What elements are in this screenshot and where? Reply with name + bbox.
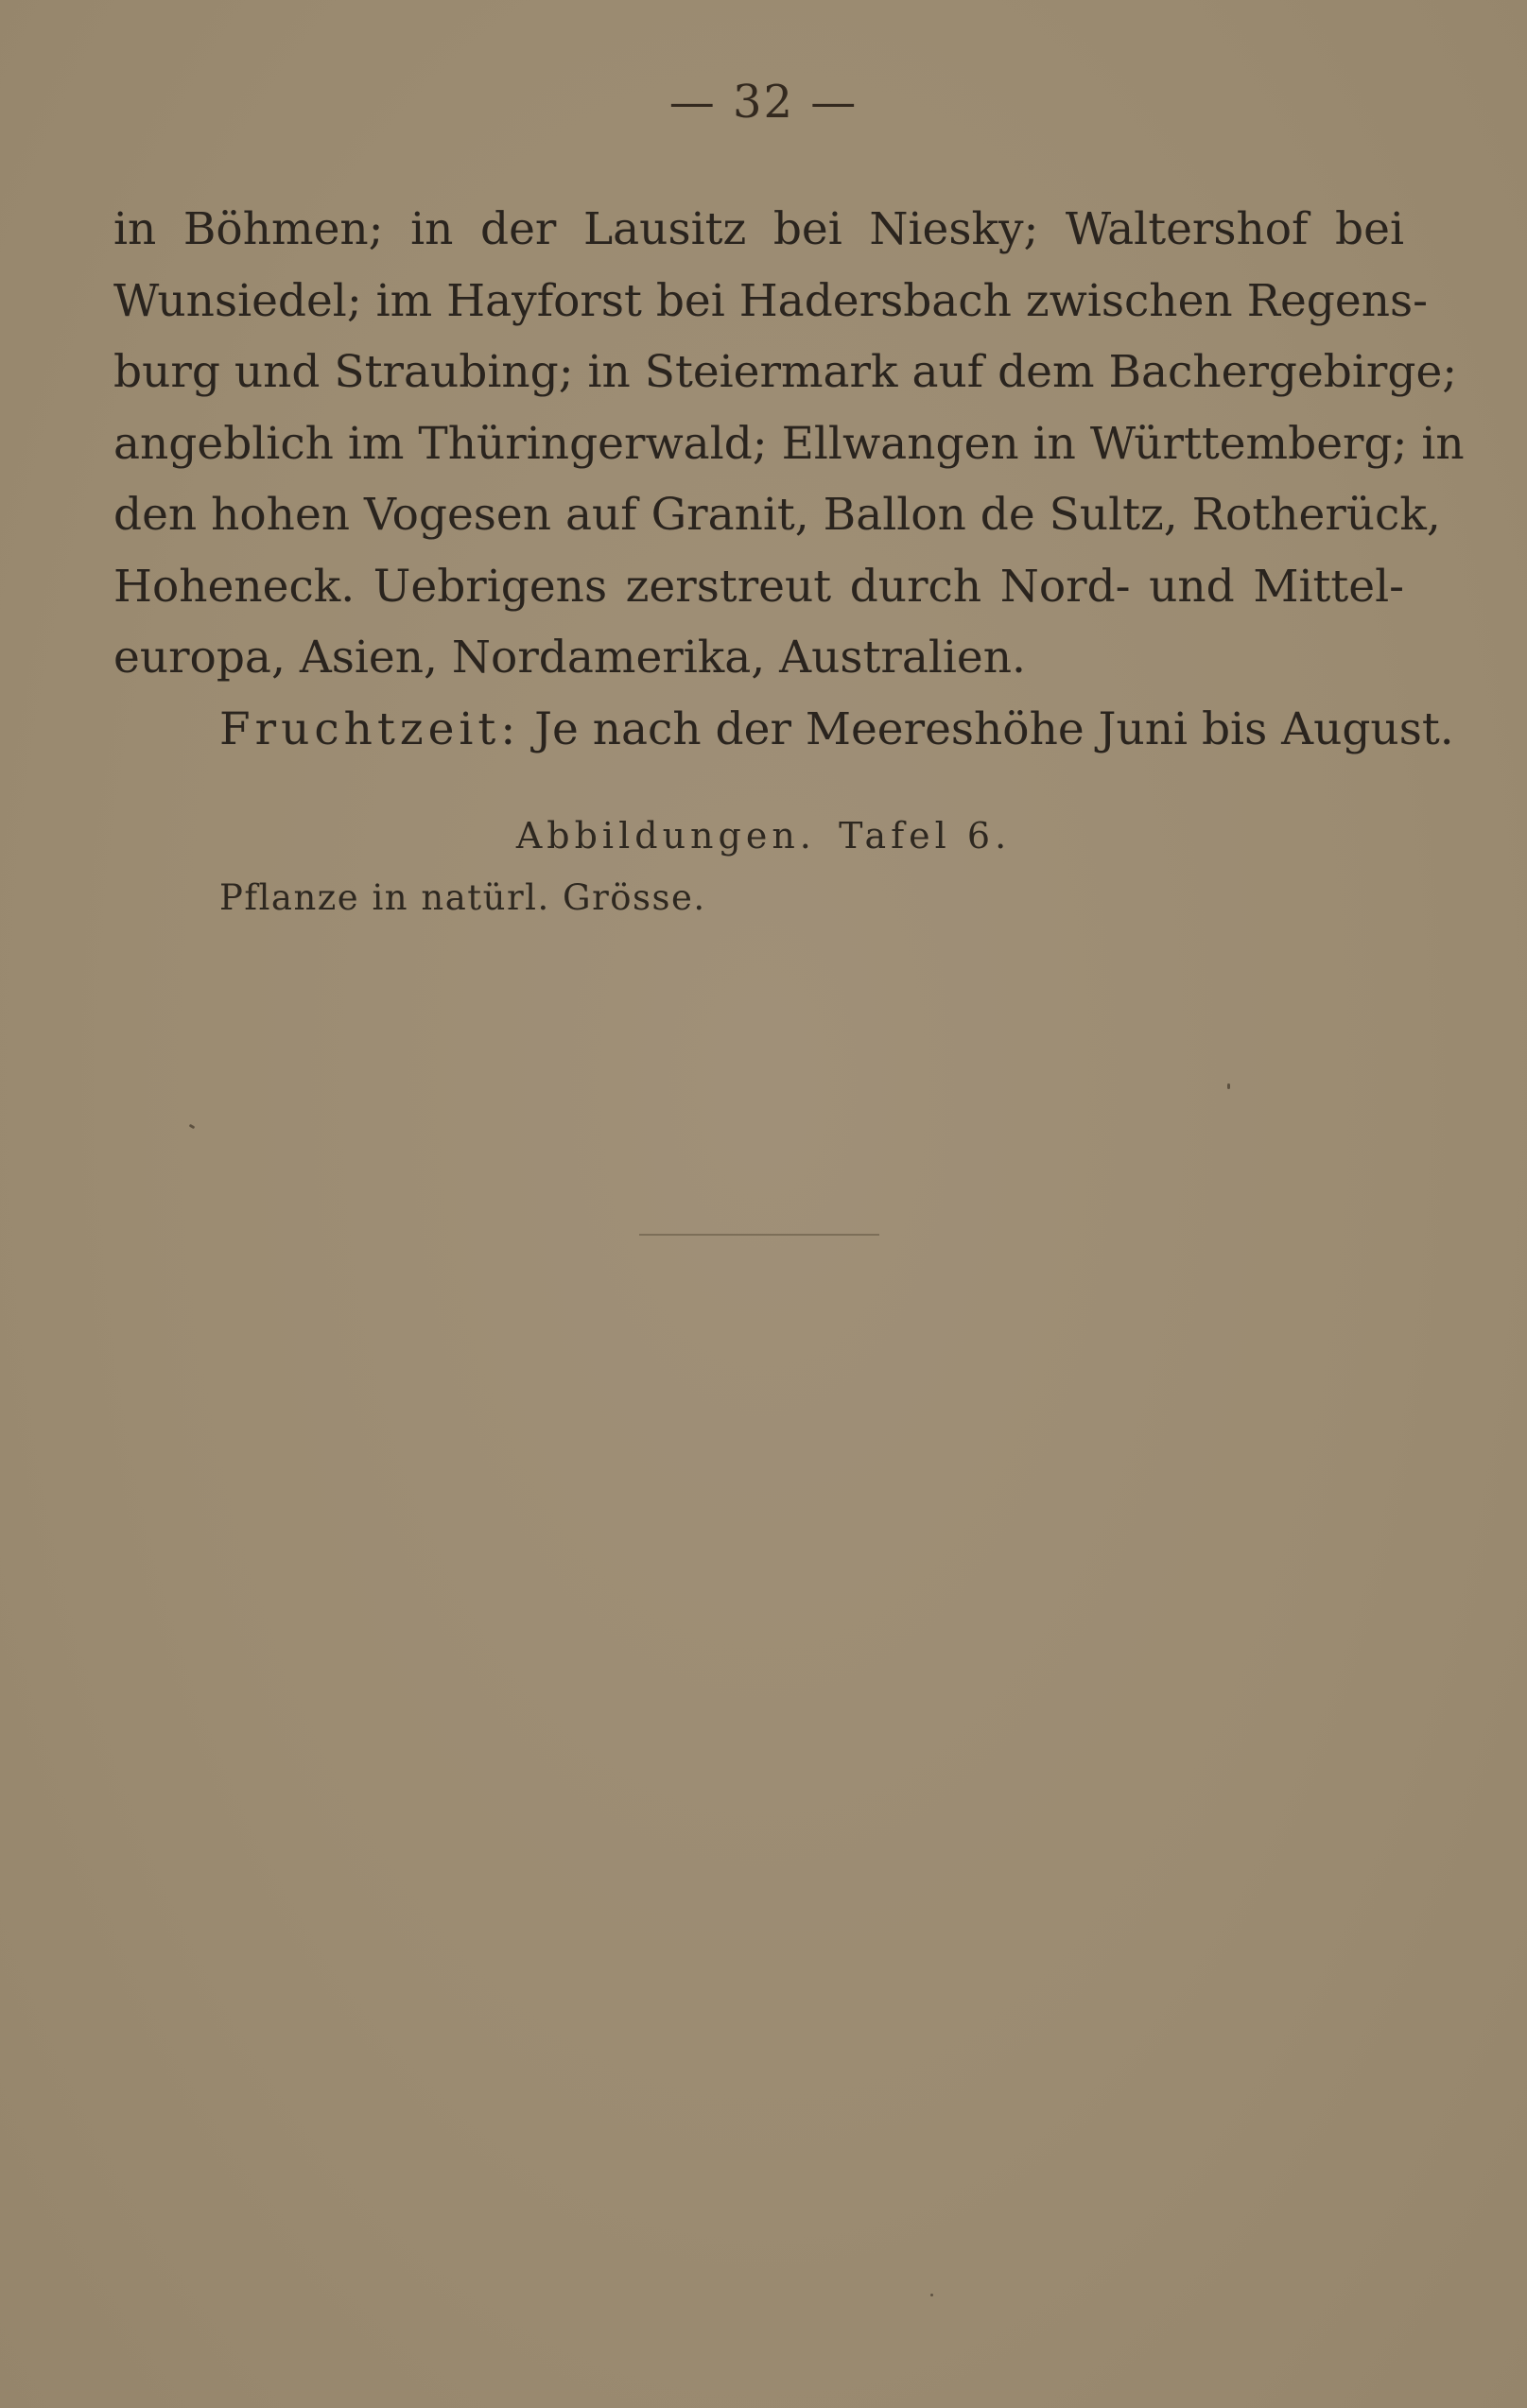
fruiting-time-paragraph (113, 694, 1454, 766)
fruiting-time-text: Je nach der Meereshöhe Juni bis August. (534, 702, 1454, 755)
figures-heading (0, 815, 1527, 857)
paper-speck (189, 1124, 196, 1130)
paper-speck (930, 2294, 933, 2296)
fruiting-time-label: Fruchtzeit: (219, 702, 521, 755)
body-line-6: Hoheneck. Uebrigens zerstreut durch Nord- und Mittel- (113, 560, 1404, 613)
paper-speck (1227, 1083, 1230, 1089)
figures-heading-label: Abbildungen. (515, 815, 816, 857)
body-line-3: burg und Straubing; in Steiermark auf dem Bachergebirge; (113, 346, 1458, 398)
page-number: — 32 — (668, 76, 859, 129)
body-line-5: den hohen Vogesen auf Granit, Ballon de Sultz, Rotherück, (113, 489, 1441, 541)
figure-caption: Pflanze in natürl. Grösse. (219, 877, 706, 918)
body-paragraph (113, 194, 1465, 765)
body-line-4: angeblich im Thüringerwald; Ellwangen in Württemberg; in (113, 417, 1465, 470)
body-line-2: Wunsiedel; im Hayforst bei Hadersbach zwischen Regens- (113, 274, 1428, 327)
body-line-1: in Böhmen; in der Lausitz bei Niesky; Waltershof bei (113, 203, 1404, 255)
section-divider (639, 1234, 879, 1236)
plate-reference: Tafel 6. (839, 815, 1012, 857)
body-line-7: europa, Asien, Nordamerika, Australien. (113, 632, 1026, 684)
